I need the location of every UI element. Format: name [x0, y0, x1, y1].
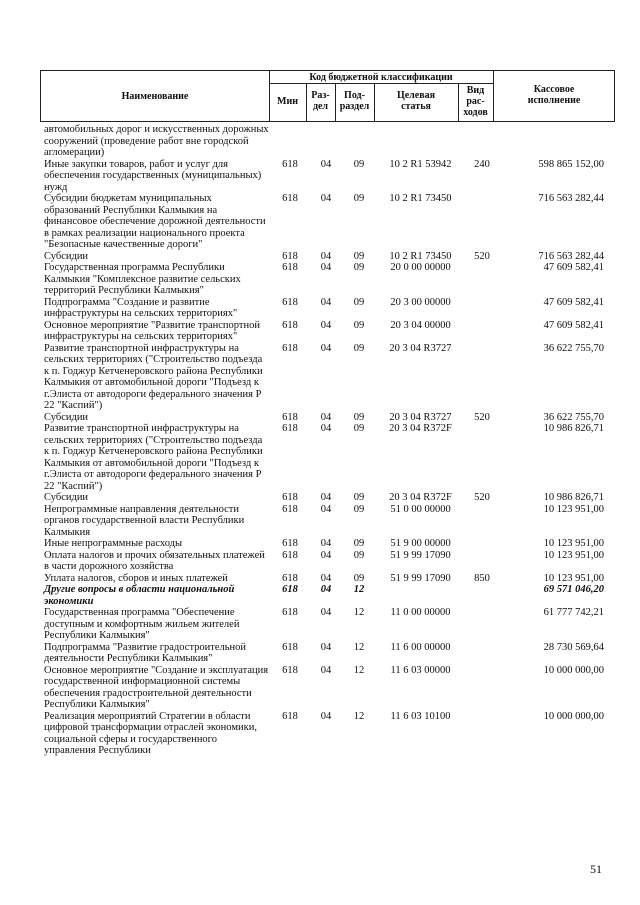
row-razdel: 04 — [320, 538, 332, 549]
row-podrazdel: 09 — [353, 250, 365, 262]
row-podrazdel: 12 — [353, 664, 365, 676]
row-celevaya: 51 0 00 00000 — [390, 503, 451, 515]
row-sum: 47 609 582,41 — [543, 262, 604, 273]
row-min: 618 — [282, 158, 298, 170]
row-podrazdel: 09 — [353, 262, 365, 273]
row-razdel: 04 — [320, 423, 332, 434]
table-row — [44, 584, 616, 607]
row-min: 618 — [282, 503, 298, 515]
row-sum: 36 622 755,70 — [543, 411, 604, 423]
row-min: 618 — [282, 193, 298, 204]
row-sum: 716 563 282,44 — [538, 193, 604, 204]
row-name: Основное мероприятие "Развитие транспортной инфраструктуры на сельских территориях" — [44, 319, 260, 342]
table-row — [44, 711, 616, 757]
row-podrazdel: 09 — [353, 193, 365, 204]
row-podrazdel: 09 — [353, 572, 365, 584]
row-sum: 10 123 951,00 — [543, 538, 604, 549]
row-min: 618 — [282, 664, 298, 676]
row-razdel: 04 — [320, 342, 332, 354]
row-sum: 598 865 152,00 — [538, 158, 604, 170]
table-row — [44, 262, 616, 297]
row-podrazdel: 09 — [353, 319, 365, 331]
row-vid: 240 — [474, 158, 490, 170]
row-name: Основное мероприятие "Создание и эксплуатация государственной информационной системы обеспечения градостроительной деятельности Республики Калмыкия" — [44, 664, 269, 710]
row-min: 618 — [282, 262, 298, 273]
row-name: Подпрограмма "Развитие градостроительной деятельности Республики Калмыкия" — [44, 641, 247, 664]
table-row — [44, 492, 616, 504]
row-razdel: 04 — [320, 607, 332, 618]
row-name: Уплата налогов, сборов и иных платежей — [44, 572, 228, 584]
row-razdel: 04 — [320, 411, 332, 423]
row-name: Реализация мероприятий Стратегии в области цифровой трансформации отраслей экономики, социальной сферы и государственного управления Республики — [44, 710, 257, 756]
row-name: Субсидии бюджетам муниципальных образований Республики Калмыкия на финансовое обеспечение дорожной деятельности в рамках реализации национального проекта "Безопасные качественные дороги" — [44, 193, 266, 250]
row-celevaya: 11 6 00 00000 — [390, 641, 451, 653]
table-row — [44, 665, 616, 711]
row-razdel: 04 — [320, 319, 332, 331]
row-min: 618 — [282, 584, 298, 595]
row-celevaya: 20 3 00 00000 — [390, 296, 451, 308]
row-celevaya: 10 2 R1 53942 — [389, 158, 452, 170]
header-naim: Наименование — [121, 91, 189, 102]
row-celevaya: 20 3 04 R3727 — [389, 411, 452, 423]
row-podrazdel: 09 — [353, 342, 365, 354]
row-name: Развитие транспортной инфраструктуры на сельских территориях ("Строительство подъезда к п. Годжур Кетченеровского района Республики Калмыкия от автомобильной дороги "Подъезд к г.Элиста от автодороги федерального значения Р 22 "Каспий") — [44, 342, 263, 411]
table-row — [44, 538, 616, 550]
row-sum: 10 000 000,00 — [543, 710, 604, 722]
row-min: 618 — [282, 641, 298, 653]
row-min: 618 — [282, 296, 298, 308]
row-podrazdel: 09 — [353, 549, 365, 561]
table-row — [44, 504, 616, 539]
row-podrazdel: 09 — [353, 411, 365, 423]
row-name: Субсидии — [44, 250, 89, 262]
row-sum: 10 123 951,00 — [543, 572, 604, 584]
table-body — [44, 124, 616, 757]
header-celevaya: Целевая статья — [396, 90, 436, 112]
row-celevaya: 11 6 03 10100 — [390, 710, 451, 722]
table-row — [44, 159, 616, 194]
row-name: Оплата налогов и прочих обязательных платежей в части дорожного хозяйства — [44, 549, 265, 572]
row-min: 618 — [282, 492, 298, 503]
row-celevaya: 20 3 04 R372F — [389, 492, 452, 503]
row-podrazdel: 12 — [353, 710, 365, 722]
row-min: 618 — [282, 607, 298, 618]
row-celevaya: 10 2 R1 73450 — [389, 193, 452, 204]
row-sum: 10 986 826,71 — [543, 492, 604, 503]
table-row — [44, 607, 616, 642]
row-min: 618 — [282, 342, 298, 354]
row-podrazdel: 12 — [353, 641, 365, 653]
row-razdel: 04 — [320, 503, 332, 515]
row-vid — [464, 538, 500, 550]
row-name: Другие вопросы в области национальной экономики — [44, 584, 235, 607]
row-vid — [464, 642, 500, 665]
row-razdel: 04 — [320, 262, 332, 273]
row-vid: 850 — [474, 572, 490, 584]
row-podrazdel — [341, 124, 377, 159]
table-row — [44, 343, 616, 412]
row-min: 618 — [282, 423, 298, 434]
row-vid: 520 — [474, 411, 490, 423]
row-podrazdel: 12 — [353, 607, 365, 618]
table-row — [44, 642, 616, 665]
row-min — [269, 124, 311, 159]
row-sum: 47 609 582,41 — [543, 296, 604, 308]
row-podrazdel: 09 — [353, 503, 365, 515]
row-podrazdel: 09 — [353, 158, 365, 170]
header-podrazdel: Под- раздел — [339, 90, 370, 112]
row-name: Субсидии — [44, 411, 89, 423]
row-razdel: 04 — [320, 250, 332, 262]
row-vid — [464, 550, 500, 573]
row-vid — [464, 343, 500, 412]
row-vid — [464, 262, 500, 297]
row-name: Развитие транспортной инфраструктуры на сельских территориях ("Строительство подъезда к п. Годжур Кетченеровского района Республики Калмыкия от автомобильной дороги "Подъезд к г.Элиста от автодороги федерального значения Р 22 "Каспий") — [44, 423, 263, 492]
table-row — [44, 423, 616, 492]
row-min: 618 — [282, 250, 298, 262]
row-sum: 716 563 282,44 — [538, 250, 604, 262]
row-name: Субсидии — [44, 492, 89, 503]
row-vid — [464, 423, 500, 492]
table-row — [44, 320, 616, 343]
row-celevaya — [377, 124, 464, 159]
table-header — [40, 70, 615, 122]
header-razdel: Раз- дел — [311, 90, 330, 112]
row-sum: 10 000 000,00 — [543, 664, 604, 676]
row-razdel: 04 — [320, 158, 332, 170]
row-razdel: 04 — [320, 296, 332, 308]
row-name: Государственная программа Республики Калмыкия "Комплексное развитие сельских территорий Республики Калмыкия" — [44, 262, 241, 296]
table-row — [44, 124, 616, 159]
row-name: Иные закупки товаров, работ и услуг для обеспечения государственных (муниципальных) нужд — [44, 158, 262, 193]
row-sum: 47 609 582,41 — [543, 319, 604, 331]
row-celevaya: 10 2 R1 73450 — [389, 250, 452, 262]
row-sum: 28 730 569,64 — [543, 641, 604, 653]
row-podrazdel: 09 — [353, 492, 365, 503]
row-celevaya: 51 9 99 17090 — [390, 572, 451, 584]
row-celevaya: 51 9 99 17090 — [390, 549, 451, 561]
row-celevaya: 20 3 04 R372F — [389, 423, 452, 434]
row-min: 618 — [282, 710, 298, 722]
row-name: Иные непрограммные расходы — [44, 538, 183, 549]
table-row — [44, 193, 616, 251]
row-vid — [464, 297, 500, 320]
table-row — [44, 251, 616, 263]
row-vid: 520 — [474, 492, 490, 503]
row-razdel: 04 — [320, 549, 332, 561]
table-row — [44, 297, 616, 320]
row-vid — [464, 607, 500, 642]
row-sum — [500, 124, 610, 159]
row-min: 618 — [282, 572, 298, 584]
table-row — [44, 573, 616, 585]
row-razdel: 04 — [320, 641, 332, 653]
row-razdel: 04 — [320, 193, 332, 204]
row-celevaya: 11 0 00 00000 — [390, 607, 451, 618]
row-name: Государственная программа "Обеспечение доступным и комфортным жильем жителей Республики Калмыкия" — [44, 607, 240, 641]
header-kassa: Кассовое исполнение — [527, 84, 581, 106]
row-sum: 10 123 951,00 — [543, 549, 604, 561]
row-razdel: 04 — [320, 584, 332, 595]
row-vid — [464, 193, 500, 251]
header-kod: Код бюджетной классификации — [309, 72, 453, 83]
row-razdel: 04 — [320, 492, 332, 503]
table-row — [44, 412, 616, 424]
row-podrazdel: 12 — [353, 584, 365, 595]
row-celevaya: 20 0 00 00000 — [390, 262, 451, 273]
row-celevaya: 51 9 00 00000 — [390, 538, 451, 549]
row-name: Непрограммные направления деятельности органов государственной власти Республики Калмыкия — [44, 503, 245, 538]
row-min: 618 — [282, 319, 298, 331]
row-celevaya: 11 6 03 00000 — [390, 664, 451, 676]
row-vid — [464, 584, 500, 607]
row-vid — [464, 320, 500, 343]
row-name: Подпрограмма "Создание и развитие инфраструктуры на сельских территориях" — [44, 296, 238, 319]
row-sum: 10 123 951,00 — [543, 503, 604, 515]
table-row — [44, 550, 616, 573]
row-podrazdel: 09 — [353, 423, 365, 434]
header-vid: Вид рас- ходов — [463, 85, 488, 118]
row-min: 618 — [282, 549, 298, 561]
row-min: 618 — [282, 411, 298, 423]
row-vid — [464, 711, 500, 757]
header-min: Мин — [277, 96, 298, 107]
row-celevaya: 20 3 04 00000 — [390, 319, 451, 331]
row-vid — [464, 124, 500, 159]
row-razdel: 04 — [320, 664, 332, 676]
row-podrazdel: 09 — [353, 538, 365, 549]
row-celevaya — [377, 584, 464, 607]
row-razdel — [311, 124, 341, 159]
row-vid — [464, 665, 500, 711]
row-sum: 36 622 755,70 — [543, 342, 604, 354]
row-razdel: 04 — [320, 710, 332, 722]
row-sum: 69 571 046,20 — [543, 584, 604, 595]
row-vid — [464, 504, 500, 539]
row-podrazdel: 09 — [353, 296, 365, 308]
row-sum: 61 777 742,21 — [543, 607, 604, 618]
row-vid: 520 — [474, 250, 490, 262]
row-name: автомобильных дорог и искусственных дорожных сооружений (проведение работ вне городской агломерации) — [44, 124, 269, 158]
row-sum: 10 986 826,71 — [543, 423, 604, 434]
row-celevaya: 20 3 04 R3727 — [389, 342, 452, 354]
page-number: 51 — [590, 862, 602, 876]
row-min: 618 — [282, 538, 298, 549]
row-razdel: 04 — [320, 572, 332, 584]
